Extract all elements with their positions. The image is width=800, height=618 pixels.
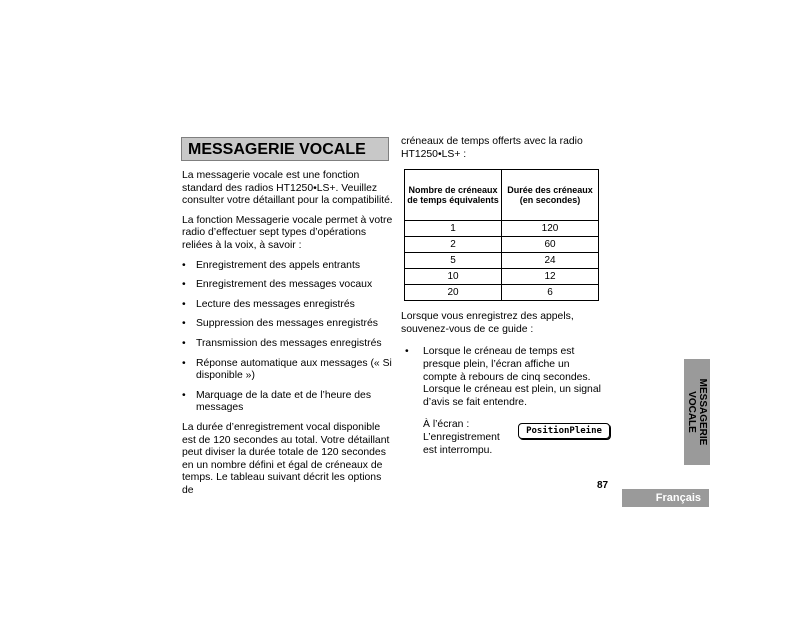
bullet-symbol: • bbox=[182, 357, 186, 369]
continuation-paragraph: créneaux de temps offerts avec la radio HT1250•LS+ : bbox=[401, 136, 583, 160]
left-column bbox=[182, 170, 394, 504]
list-item: • Enregistrement des messages vocaux bbox=[182, 279, 373, 291]
table-row: 20 6 bbox=[405, 285, 599, 301]
guide-bullet-text-a: Lorsque le créneau de temps est presque plein, l’écran affiche un compte à rebours de cinq secondes. bbox=[423, 346, 591, 383]
list-item bbox=[401, 346, 601, 409]
table-row: 1 120 bbox=[405, 221, 599, 237]
header-slots: Nombre de créneaux de temps équivalents bbox=[405, 170, 502, 221]
page-number: 87 bbox=[597, 480, 609, 491]
guide-bullet-text-b: Lorsque le créneau est plein, un signal d’avis se fait entendre. bbox=[423, 384, 601, 408]
section-heading: MESSAGERIE VOCALE bbox=[181, 137, 389, 161]
lcd-display: PositionPleine bbox=[518, 423, 610, 439]
guide-list bbox=[401, 346, 601, 409]
list-item: • Transmission des messages enregistrés bbox=[182, 337, 382, 349]
bullet-symbol: • bbox=[182, 389, 186, 401]
bullet-symbol: • bbox=[182, 259, 186, 271]
operations-list bbox=[182, 260, 394, 415]
list-item: • Réponse automatique aux messages (« Si disponible ») bbox=[182, 357, 392, 382]
bullet-symbol: • bbox=[182, 337, 186, 349]
bullet-symbol: • bbox=[182, 279, 186, 291]
intro2-paragraph: La fonction Messagerie vocale permet à votre radio d’effectuer sept types d’opérations reliées à la voix, à savoir : bbox=[182, 214, 393, 251]
bullet-symbol: • bbox=[405, 346, 409, 358]
section-side-tab bbox=[684, 359, 710, 465]
list-item: • Enregistrement des appels entrants bbox=[182, 259, 361, 271]
table-header-row bbox=[405, 170, 599, 221]
table-row: 5 24 bbox=[405, 253, 599, 269]
screen-description: L’enregistrement est interrompu. bbox=[423, 431, 500, 456]
time-slot-table bbox=[404, 169, 599, 301]
screen-label: À l’écran : bbox=[423, 419, 470, 431]
bullet-symbol: • bbox=[182, 318, 186, 330]
bullet-symbol: • bbox=[182, 298, 186, 310]
header-duration: Durée des créneaux (en secondes) bbox=[502, 170, 599, 221]
screen-row bbox=[401, 419, 601, 457]
closing-paragraph: La durée d’enregistrement vocal disponible est de 120 secondes au total. Votre détaillant peut diviser la durée totale de 120 secondes en un nombre défini et égal de créneaux de temps. Le tableau suivant décrit les options de bbox=[182, 421, 390, 496]
right-column bbox=[401, 136, 601, 457]
list-item: • Suppression des messages enregistrés bbox=[182, 318, 378, 330]
intro-paragraph: La messagerie vocale est une fonction standard des radios HT1250•LS+. Veuillez consulter votre détaillant pour la compatibilité. bbox=[182, 170, 393, 207]
list-item: • Marquage de la date et de l’heure des messages bbox=[182, 389, 372, 414]
table-row: 2 60 bbox=[405, 237, 599, 253]
table-row: 10 12 bbox=[405, 269, 599, 285]
side-tab-label: MESSAGERIE VOCALE bbox=[686, 378, 708, 446]
language-tab: Français bbox=[622, 489, 709, 507]
list-item: • Lecture des messages enregistrés bbox=[182, 298, 355, 310]
guide-intro: Lorsque vous enregistrez des appels, souvenez-vous de ce guide : bbox=[401, 311, 574, 335]
